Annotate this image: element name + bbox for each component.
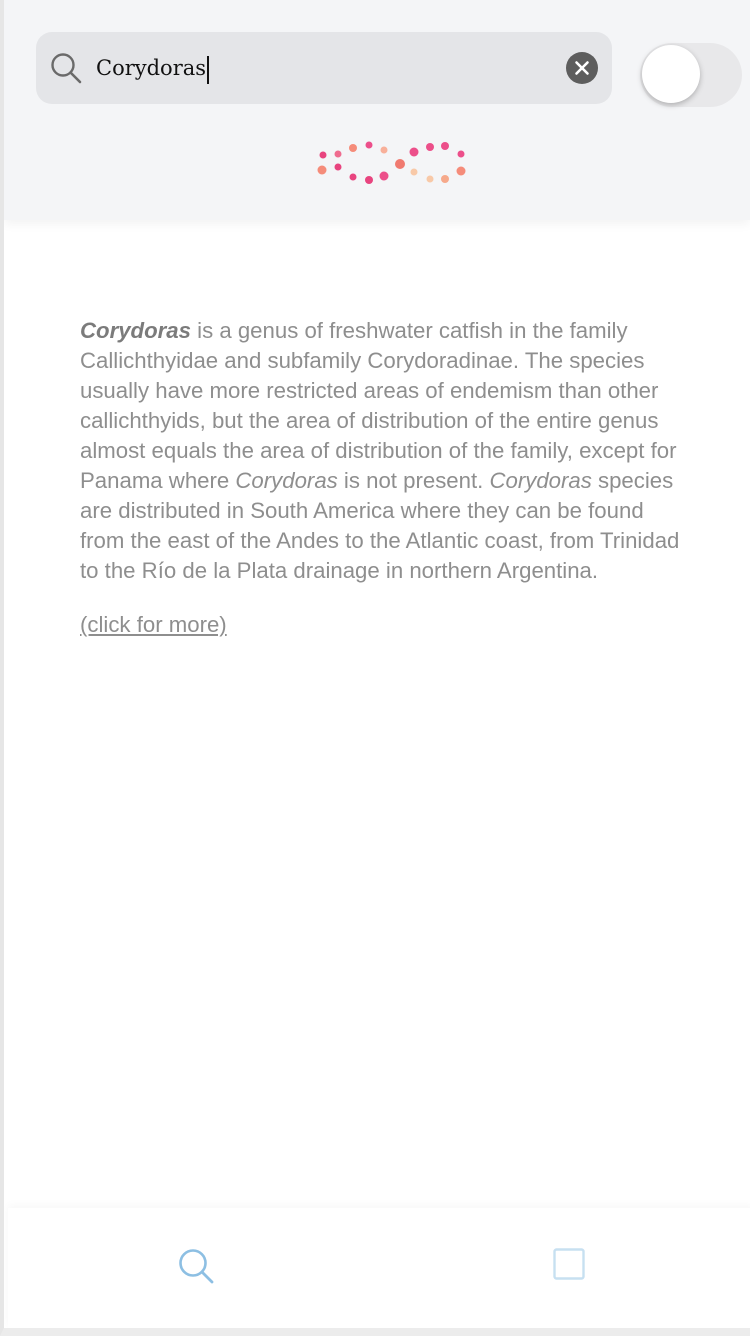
close-icon [566, 52, 598, 84]
toggle-knob[interactable] [642, 45, 700, 103]
article-text-segment: is a genus of freshwater catfish in the family Callichthyidae and subfamily Corydoradinae. The species usually have more restricted areas of endemism than other callichthyids, but the area of distribution of the entire genus almost equals the area of distribution of the family, except for Panama where [80, 318, 677, 493]
mode-toggle[interactable] [640, 43, 742, 107]
search-input[interactable] [96, 52, 209, 84]
search-icon[interactable] [176, 1246, 216, 1286]
loading-dots-icon [304, 132, 474, 192]
header [4, 0, 750, 220]
article-term-italic: Corydoras [489, 468, 592, 493]
article-text-segment: is not present. [337, 468, 490, 493]
bottom-nav [8, 1208, 750, 1328]
text-cursor [207, 56, 209, 84]
article-text-segment: species are distributed in South America where they can be found from the east of the Andes to the Atlantic coast, from Trinidad to the Río de la Plata drainage in northern Argentina. [80, 468, 680, 583]
clear-search-button[interactable] [566, 52, 598, 84]
article-term: Corydoras [80, 318, 191, 343]
click-for-more-link[interactable]: (click for more) [80, 612, 227, 637]
article-term-italic: Corydoras [235, 468, 338, 493]
search-bar[interactable] [36, 32, 612, 104]
search-input-value: Corydoras [96, 56, 207, 80]
search-icon [50, 52, 82, 84]
article-text [80, 316, 680, 586]
article-summary [80, 316, 680, 640]
square-icon[interactable] [553, 1248, 585, 1280]
